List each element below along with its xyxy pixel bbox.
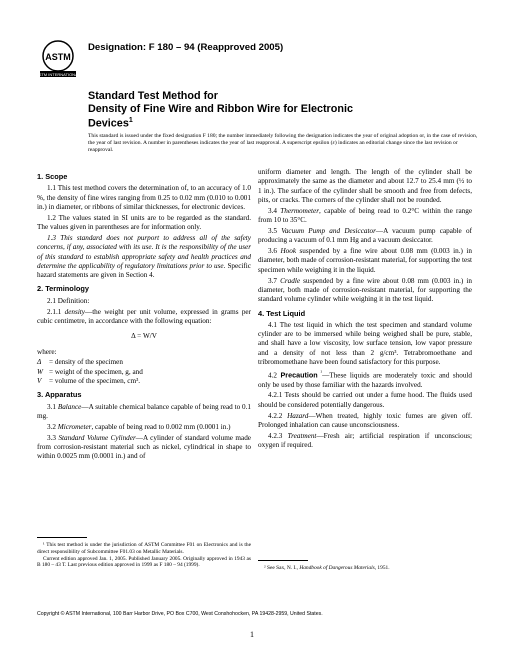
paragraph-4-2-2: 4.2.2 Hazard—When treated, highly toxic fumes are given off. Prolonged inhalation can cause unconsciousness. <box>258 411 473 429</box>
paragraph-3-6: 3.6 Hook suspended by a fine wire about 0.08 mm (0.003 in.) in diameter, both made of corrosion-resistant material, for supporting the test specimen while weighing it in the liquid. <box>258 247 473 274</box>
paragraph-3-1: 3.1 Balance—A suitable chemical balance capable of being read to 0.1 mg. <box>37 402 251 420</box>
paragraph-1-3: 1.3 This standard does not purport to address all of the safety concerns, if any, associated with its use. It is the responsibility of the user of this standard to establish appropriate safety and health practices and determine the applicability of regulatory limitations prior to use. Specific hazard statements are given in Section 4. <box>37 233 251 280</box>
paragraph-4-2-1: 4.2.1 Tests should be carried out under a fume hood. The fluids used should be considered potentially dangerous. <box>258 391 472 409</box>
title-line-1: Standard Test Method for <box>88 90 218 102</box>
definition-row: V = volume of the specimen, cm³. <box>37 377 141 386</box>
paragraph-3-5: 3.5 Vacuum Pump and Desiccator—A vacuum pump capable of producing a vacuum of 0.1 mm Hg and a vacuum desiccator. <box>258 226 472 245</box>
paragraph-3-7: 3.7 Cradle suspended by a fine wire about 0.08 mm (0.003 in.) in diameter, both made of corrosion-resistant material, for supporting the standard volume cylinder while weighing it in the test liquid. <box>258 276 472 304</box>
left-column <box>37 168 251 463</box>
definition-row: W = weight of the specimen, g, and <box>37 367 143 376</box>
title-footnote-mark: 1 <box>128 117 133 124</box>
logo-text: ASTM INTERNATIONAL <box>38 72 78 77</box>
definition-row: Δ = density of the specimen <box>37 358 123 367</box>
left-footnotes <box>37 537 251 569</box>
footnote-1: ¹ This test method is under the jurisdiction of ASTM Committee F01 on Electronics and is the direct responsibility of Subcommittee F01.03 on Metallic Materials. <box>37 542 251 555</box>
svg-text:ASTM: ASTM <box>45 52 71 62</box>
paragraph-3-3: 3.3 Standard Volume Cylinder—A cylinder of standard volume made from corrosion-resistant material such as nickel, cylindrical in shape to within 0.0025 mm (0.0001 in.) and of <box>37 433 251 461</box>
density-equation: Δ = W/V <box>131 332 157 341</box>
document-title <box>88 90 488 130</box>
paragraph-1-1: 1.1 This test method covers the determination of, to an accuracy of 1.0 %, the density of fine wires ranging from 0.25 to 0.02 mm (0.010 to 0.001 in.) in diameter, or ribbons of similar thicknesses, for electronic devices. <box>37 184 251 211</box>
right-footnotes <box>258 560 472 572</box>
copyright-line: Copyright © ASTM International, 100 Barr Harbor Drive, PO Box C700, West Conshohocken, PA 19428-2959, United States. <box>37 611 323 617</box>
paragraph-3-2: 3.2 Micrometer, capable of being read to 0.002 mm (0.0001 in.) <box>47 422 231 431</box>
astm-logo <box>38 38 78 78</box>
preface-note: This standard is issued under the fixed designation F 180; the number immediately following the designation indicates the year of original adoption or, in the case of revision, the year of last revision. A number in parentheses indicates the year of last reapproval. A superscript epsilon (ε) indicates an editorial change since the last revision or reapproval. <box>88 133 478 154</box>
section-heading-terminology: 2. Terminology <box>37 284 90 294</box>
paragraph-4-2: 4.2 Precaution $^{^2}$—These liquids are moderately toxic and should only be used by those familiar with the hazards involved. <box>258 370 472 389</box>
footnote-rule <box>258 560 308 561</box>
title-line-3: Devices$^1$ <box>88 117 133 130</box>
footnote-rule <box>37 537 87 538</box>
title-line-2: Density of Fine Wire and Ribbon Wire for Electronic <box>88 102 353 115</box>
where-label: where: <box>37 347 57 356</box>
paragraph-4-1: 4.1 The test liquid in which the test specimen and standard volume cylinder are to be immersed while being weighed shall be pure, stable, and shall have a low viscosity, low surface tension, low vapor pressure and a density of not less than 2 g/cm³. Tetrabromoethane and tribromomethane have been found satisfactory for this purpose. <box>258 320 472 367</box>
right-column <box>258 168 472 452</box>
paragraph-2-1: 2.1 Definition: <box>47 296 90 305</box>
designation: Designation: F 180 – 94 (Reapproved 2005) <box>88 42 284 53</box>
page-number: 1 <box>250 630 254 639</box>
section-heading-test-liquid: 4. Test Liquid <box>258 308 306 318</box>
section-heading-scope: 1. Scope <box>37 172 68 181</box>
paragraph-4-2-3: 4.2.3 Treatment—Fresh air; artificial respiration if unconscious; oxygen if required. <box>258 431 472 450</box>
footnote-2: ² See Sax, N. I., Handbook of Dangerous Materials, 1951. <box>264 565 390 571</box>
paragraph-2-1-1: 2.1.1 density—the weight per unit volume, expressed in grams per cubic centimetre, in accordance with the following equation: <box>37 307 252 325</box>
paragraph-3-3-continued: uniform diameter and length. The length of the cylinder shall be approximately the same as the diameter and about 12.7 to 25.4 mm (½ to 1 in.). The surface of the cylinder shall be smooth and free from defects, pits, or cracks. The corners of the cylinder shall not be rounded. <box>258 168 472 204</box>
footnote-1-history: Current edition approved Jan. 1, 2005. Published January 2005. Originally approved in 1943 as B 180 – 43 T. Last previous edition approved in 1999 as F 180 – 94 (1999). <box>37 555 251 569</box>
paragraph-1-2: 1.2 The values stated in SI units are to be regarded as the standard. The values given in parentheses are for information only. <box>37 213 251 232</box>
paragraph-3-4: 3.4 Thermometer, capable of being read to 0.2°C within the range from 10 to 35°C. <box>258 206 473 225</box>
section-heading-apparatus: 3. Apparatus <box>37 390 82 400</box>
